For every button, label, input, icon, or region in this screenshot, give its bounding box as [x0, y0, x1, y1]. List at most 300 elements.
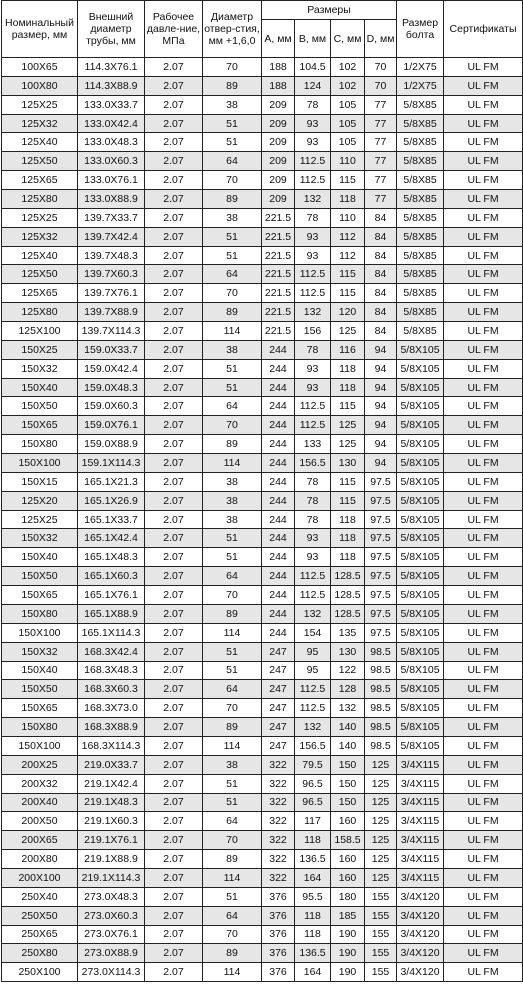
cell-dim-a: 322 [262, 831, 295, 850]
cell-dim-c: 122 [331, 661, 365, 680]
cell-bolt-size: 5/8X85 [397, 95, 444, 114]
cell-dim-c: 118 [331, 510, 365, 529]
cell-working-pressure: 2.07 [145, 416, 203, 435]
cell-dim-a: 209 [262, 190, 295, 209]
cell-nominal-size: 150X32 [2, 642, 78, 661]
cell-hole-diameter: 89 [203, 718, 262, 737]
table-row [2, 190, 523, 209]
cell-dim-b: 112.5 [295, 416, 331, 435]
cell-outer-diameter: 159.0X33.7 [78, 340, 145, 359]
cell-dim-b: 79.5 [295, 755, 331, 774]
cell-dim-d: 84 [365, 246, 397, 265]
cell-dim-b: 156 [295, 322, 331, 341]
cell-nominal-size: 125X25 [2, 95, 78, 114]
cell-working-pressure: 2.07 [145, 868, 203, 887]
cell-hole-diameter: 51 [203, 246, 262, 265]
cell-dim-c: 128.5 [331, 567, 365, 586]
cell-hole-diameter: 51 [203, 359, 262, 378]
cell-dim-a: 244 [262, 397, 295, 416]
cell-certificates: UL FM [444, 736, 523, 755]
cell-working-pressure: 2.07 [145, 963, 203, 982]
cell-outer-diameter: 139.7X33.7 [78, 208, 145, 227]
cell-outer-diameter: 114.3X88.9 [78, 76, 145, 95]
cell-certificates: UL FM [444, 699, 523, 718]
cell-dim-d: 77 [365, 171, 397, 190]
table-row [2, 944, 523, 963]
cell-working-pressure: 2.07 [145, 95, 203, 114]
cell-dim-a: 188 [262, 58, 295, 77]
cell-dim-c: 118 [331, 359, 365, 378]
table-row [2, 322, 523, 341]
cell-bolt-size: 5/8X85 [397, 171, 444, 190]
cell-dim-d: 77 [365, 152, 397, 171]
cell-outer-diameter: 133.0X60.3 [78, 152, 145, 171]
cell-outer-diameter: 139.7X114.3 [78, 322, 145, 341]
cell-dim-a: 221.5 [262, 322, 295, 341]
header-dim-d: D, мм [365, 20, 397, 58]
table-row [2, 623, 523, 642]
cell-dim-a: 244 [262, 454, 295, 473]
cell-dim-b: 164 [295, 963, 331, 982]
cell-certificates: UL FM [444, 133, 523, 152]
cell-certificates: UL FM [444, 963, 523, 982]
cell-dim-a: 322 [262, 755, 295, 774]
cell-hole-diameter: 70 [203, 284, 262, 303]
cell-bolt-size: 5/8X85 [397, 246, 444, 265]
cell-nominal-size: 150X25 [2, 340, 78, 359]
header-bolt-size: Размер болта [397, 1, 444, 58]
cell-dim-a: 209 [262, 171, 295, 190]
cell-working-pressure: 2.07 [145, 680, 203, 699]
cell-working-pressure: 2.07 [145, 510, 203, 529]
cell-bolt-size: 3/4X120 [397, 887, 444, 906]
header-dim-c: C, мм [331, 20, 365, 58]
cell-dim-b: 95 [295, 661, 331, 680]
cell-nominal-size: 150X40 [2, 378, 78, 397]
cell-nominal-size: 125X80 [2, 190, 78, 209]
cell-nominal-size: 125X40 [2, 133, 78, 152]
cell-certificates: UL FM [444, 718, 523, 737]
cell-nominal-size: 150X100 [2, 736, 78, 755]
cell-bolt-size: 5/8X105 [397, 472, 444, 491]
cell-certificates: UL FM [444, 567, 523, 586]
cell-dim-d: 98.5 [365, 642, 397, 661]
cell-hole-diameter: 89 [203, 76, 262, 95]
cell-dim-b: 78 [295, 491, 331, 510]
table-body [2, 58, 523, 982]
cell-outer-diameter: 168.3X60.3 [78, 680, 145, 699]
cell-dim-c: 128 [331, 680, 365, 699]
cell-dim-b: 154 [295, 623, 331, 642]
cell-outer-diameter: 168.3X48.3 [78, 661, 145, 680]
cell-bolt-size: 3/4X115 [397, 755, 444, 774]
cell-dim-a: 221.5 [262, 284, 295, 303]
cell-outer-diameter: 159.0X48.3 [78, 378, 145, 397]
cell-dim-b: 93 [295, 548, 331, 567]
cell-dim-c: 118 [331, 190, 365, 209]
cell-dim-b: 112.5 [295, 586, 331, 605]
cell-hole-diameter: 70 [203, 586, 262, 605]
cell-dim-a: 322 [262, 812, 295, 831]
cell-dim-d: 94 [365, 416, 397, 435]
cell-certificates: UL FM [444, 850, 523, 869]
cell-hole-diameter: 38 [203, 340, 262, 359]
cell-dim-b: 156.5 [295, 736, 331, 755]
cell-dim-c: 185 [331, 906, 365, 925]
table-row [2, 378, 523, 397]
cell-nominal-size: 150X50 [2, 397, 78, 416]
cell-nominal-size: 250X65 [2, 925, 78, 944]
cell-working-pressure: 2.07 [145, 265, 203, 284]
cell-dim-b: 124 [295, 76, 331, 95]
cell-dim-d: 84 [365, 227, 397, 246]
cell-dim-d: 155 [365, 925, 397, 944]
cell-working-pressure: 2.07 [145, 718, 203, 737]
cell-certificates: UL FM [444, 190, 523, 209]
cell-outer-diameter: 165.1X114.3 [78, 623, 145, 642]
cell-nominal-size: 200X65 [2, 831, 78, 850]
cell-outer-diameter: 219.1X88.9 [78, 850, 145, 869]
cell-dim-b: 78 [295, 208, 331, 227]
cell-bolt-size: 5/8X85 [397, 114, 444, 133]
cell-dim-b: 112.5 [295, 397, 331, 416]
cell-dim-b: 132 [295, 190, 331, 209]
cell-dim-b: 136.5 [295, 850, 331, 869]
table-row [2, 755, 523, 774]
cell-certificates: UL FM [444, 812, 523, 831]
cell-hole-diameter: 51 [203, 793, 262, 812]
cell-dim-b: 118 [295, 906, 331, 925]
cell-bolt-size: 5/8X85 [397, 152, 444, 171]
table-row [2, 416, 523, 435]
cell-certificates: UL FM [444, 774, 523, 793]
cell-bolt-size: 5/8X85 [397, 322, 444, 341]
cell-dim-a: 221.5 [262, 246, 295, 265]
cell-certificates: UL FM [444, 227, 523, 246]
cell-dim-c: 150 [331, 755, 365, 774]
cell-working-pressure: 2.07 [145, 435, 203, 454]
table-row [2, 567, 523, 586]
cell-dim-d: 84 [365, 284, 397, 303]
cell-certificates: UL FM [444, 171, 523, 190]
cell-bolt-size: 5/8X105 [397, 416, 444, 435]
cell-bolt-size: 5/8X105 [397, 548, 444, 567]
cell-dim-a: 209 [262, 114, 295, 133]
cell-nominal-size: 125X50 [2, 265, 78, 284]
cell-working-pressure: 2.07 [145, 152, 203, 171]
cell-nominal-size: 150X50 [2, 680, 78, 699]
table-row [2, 472, 523, 491]
cell-certificates: UL FM [444, 529, 523, 548]
flange-spec-table [1, 0, 523, 982]
cell-bolt-size: 5/8X105 [397, 604, 444, 623]
cell-outer-diameter: 219.1X42.4 [78, 774, 145, 793]
cell-certificates: UL FM [444, 378, 523, 397]
table-row [2, 774, 523, 793]
cell-dim-c: 115 [331, 171, 365, 190]
cell-dim-b: 112.5 [295, 152, 331, 171]
cell-dim-a: 209 [262, 133, 295, 152]
cell-certificates: UL FM [444, 284, 523, 303]
cell-dim-c: 160 [331, 850, 365, 869]
cell-working-pressure: 2.07 [145, 831, 203, 850]
cell-dim-a: 221.5 [262, 208, 295, 227]
cell-certificates: UL FM [444, 868, 523, 887]
table-row [2, 586, 523, 605]
cell-outer-diameter: 133.0X48.3 [78, 133, 145, 152]
cell-nominal-size: 200X100 [2, 868, 78, 887]
cell-dim-a: 376 [262, 944, 295, 963]
cell-working-pressure: 2.07 [145, 472, 203, 491]
cell-hole-diameter: 51 [203, 661, 262, 680]
cell-bolt-size: 1/2X75 [397, 76, 444, 95]
header-hole-diameter: Диаметр отвер-стия, мм +1,6,0 [203, 1, 262, 58]
cell-dim-b: 93 [295, 227, 331, 246]
cell-nominal-size: 150X80 [2, 435, 78, 454]
cell-dim-b: 93 [295, 529, 331, 548]
cell-bolt-size: 5/8X105 [397, 718, 444, 737]
cell-bolt-size: 3/4X120 [397, 906, 444, 925]
cell-bolt-size: 5/8X105 [397, 378, 444, 397]
cell-certificates: UL FM [444, 604, 523, 623]
cell-dim-a: 376 [262, 963, 295, 982]
cell-outer-diameter: 219.1X60.3 [78, 812, 145, 831]
cell-bolt-size: 5/8X85 [397, 265, 444, 284]
cell-working-pressure: 2.07 [145, 208, 203, 227]
cell-nominal-size: 125X32 [2, 227, 78, 246]
cell-nominal-size: 125X25 [2, 510, 78, 529]
cell-bolt-size: 5/8X85 [397, 208, 444, 227]
cell-dim-d: 98.5 [365, 718, 397, 737]
cell-certificates: UL FM [444, 454, 523, 473]
cell-outer-diameter: 273.0X76.1 [78, 925, 145, 944]
cell-dim-a: 376 [262, 887, 295, 906]
cell-dim-a: 322 [262, 793, 295, 812]
cell-hole-diameter: 51 [203, 642, 262, 661]
cell-dim-d: 155 [365, 906, 397, 925]
cell-bolt-size: 5/8X85 [397, 133, 444, 152]
cell-dim-b: 78 [295, 340, 331, 359]
cell-dim-a: 322 [262, 774, 295, 793]
cell-certificates: UL FM [444, 435, 523, 454]
cell-hole-diameter: 114 [203, 454, 262, 473]
cell-dim-b: 118 [295, 831, 331, 850]
header-nominal-size: Номинальный размер, мм [2, 1, 78, 58]
cell-outer-diameter: 165.1X33.7 [78, 510, 145, 529]
cell-bolt-size: 3/4X115 [397, 831, 444, 850]
table-row [2, 699, 523, 718]
cell-working-pressure: 2.07 [145, 340, 203, 359]
cell-dim-c: 120 [331, 303, 365, 322]
cell-nominal-size: 100X80 [2, 76, 78, 95]
cell-working-pressure: 2.07 [145, 925, 203, 944]
cell-nominal-size: 150X100 [2, 623, 78, 642]
cell-hole-diameter: 38 [203, 95, 262, 114]
cell-dim-b: 93 [295, 246, 331, 265]
cell-nominal-size: 250X40 [2, 887, 78, 906]
cell-working-pressure: 2.07 [145, 133, 203, 152]
cell-certificates: UL FM [444, 510, 523, 529]
cell-outer-diameter: 114.3X76.1 [78, 58, 145, 77]
cell-bolt-size: 5/8X85 [397, 303, 444, 322]
cell-dim-b: 93 [295, 133, 331, 152]
cell-nominal-size: 100X65 [2, 58, 78, 77]
cell-outer-diameter: 139.7X48.3 [78, 246, 145, 265]
cell-outer-diameter: 139.7X88.9 [78, 303, 145, 322]
cell-hole-diameter: 114 [203, 868, 262, 887]
cell-dim-b: 96.5 [295, 774, 331, 793]
cell-nominal-size: 150X40 [2, 661, 78, 680]
cell-certificates: UL FM [444, 623, 523, 642]
cell-dim-d: 77 [365, 133, 397, 152]
cell-dim-d: 94 [365, 340, 397, 359]
cell-dim-d: 97.5 [365, 623, 397, 642]
cell-working-pressure: 2.07 [145, 699, 203, 718]
cell-bolt-size: 5/8X105 [397, 642, 444, 661]
table-row [2, 510, 523, 529]
cell-bolt-size: 5/8X105 [397, 529, 444, 548]
cell-dim-c: 180 [331, 887, 365, 906]
cell-dim-a: 244 [262, 416, 295, 435]
cell-certificates: UL FM [444, 359, 523, 378]
cell-dim-a: 244 [262, 491, 295, 510]
table-row [2, 887, 523, 906]
cell-hole-diameter: 38 [203, 510, 262, 529]
cell-certificates: UL FM [444, 416, 523, 435]
table-row [2, 906, 523, 925]
cell-dim-d: 155 [365, 963, 397, 982]
cell-working-pressure: 2.07 [145, 58, 203, 77]
cell-bolt-size: 5/8X85 [397, 284, 444, 303]
cell-bolt-size: 5/8X105 [397, 661, 444, 680]
cell-working-pressure: 2.07 [145, 812, 203, 831]
cell-dim-a: 244 [262, 435, 295, 454]
cell-dim-d: 84 [365, 265, 397, 284]
table-row [2, 680, 523, 699]
cell-bolt-size: 3/4X115 [397, 774, 444, 793]
cell-certificates: UL FM [444, 58, 523, 77]
cell-bolt-size: 3/4X120 [397, 944, 444, 963]
cell-dim-b: 136.5 [295, 944, 331, 963]
cell-working-pressure: 2.07 [145, 850, 203, 869]
cell-dim-a: 247 [262, 699, 295, 718]
cell-nominal-size: 125X80 [2, 303, 78, 322]
cell-dim-c: 125 [331, 435, 365, 454]
cell-nominal-size: 200X80 [2, 850, 78, 869]
cell-dim-d: 97.5 [365, 529, 397, 548]
cell-dim-c: 135 [331, 623, 365, 642]
cell-hole-diameter: 70 [203, 699, 262, 718]
table-row [2, 284, 523, 303]
cell-dim-a: 244 [262, 472, 295, 491]
cell-outer-diameter: 165.1X88.9 [78, 604, 145, 623]
cell-nominal-size: 250X80 [2, 944, 78, 963]
cell-dim-b: 156.5 [295, 454, 331, 473]
cell-dim-c: 112 [331, 246, 365, 265]
cell-bolt-size: 5/8X105 [397, 359, 444, 378]
cell-dim-c: 105 [331, 133, 365, 152]
cell-dim-a: 221.5 [262, 303, 295, 322]
cell-dim-b: 95 [295, 642, 331, 661]
cell-certificates: UL FM [444, 303, 523, 322]
table-row [2, 246, 523, 265]
table-row [2, 76, 523, 95]
cell-dim-b: 78 [295, 95, 331, 114]
cell-nominal-size: 200X50 [2, 812, 78, 831]
table-row [2, 340, 523, 359]
cell-working-pressure: 2.07 [145, 303, 203, 322]
cell-dim-c: 190 [331, 925, 365, 944]
cell-working-pressure: 2.07 [145, 491, 203, 510]
cell-outer-diameter: 165.1X26.9 [78, 491, 145, 510]
cell-outer-diameter: 219.1X48.3 [78, 793, 145, 812]
cell-dim-c: 125 [331, 416, 365, 435]
table-row [2, 642, 523, 661]
cell-outer-diameter: 219.1X114.3 [78, 868, 145, 887]
cell-certificates: UL FM [444, 831, 523, 850]
cell-dim-d: 84 [365, 208, 397, 227]
cell-certificates: UL FM [444, 208, 523, 227]
cell-dim-d: 97.5 [365, 586, 397, 605]
cell-bolt-size: 1/2X75 [397, 58, 444, 77]
cell-dim-d: 77 [365, 95, 397, 114]
cell-bolt-size: 3/4X120 [397, 963, 444, 982]
cell-working-pressure: 2.07 [145, 359, 203, 378]
cell-working-pressure: 2.07 [145, 227, 203, 246]
cell-outer-diameter: 219.0X33.7 [78, 755, 145, 774]
cell-dim-d: 125 [365, 831, 397, 850]
table-row [2, 491, 523, 510]
cell-dim-d: 70 [365, 76, 397, 95]
cell-outer-diameter: 139.7X60.3 [78, 265, 145, 284]
cell-outer-diameter: 273.0X88.9 [78, 944, 145, 963]
cell-hole-diameter: 51 [203, 548, 262, 567]
table-row [2, 435, 523, 454]
cell-outer-diameter: 133.0X88.9 [78, 190, 145, 209]
cell-dim-b: 132 [295, 303, 331, 322]
cell-nominal-size: 150X40 [2, 548, 78, 567]
cell-working-pressure: 2.07 [145, 887, 203, 906]
header-working-pressure: Рабочее давле-ние, МПа [145, 1, 203, 58]
cell-dim-a: 322 [262, 850, 295, 869]
cell-working-pressure: 2.07 [145, 642, 203, 661]
cell-hole-diameter: 38 [203, 472, 262, 491]
cell-certificates: UL FM [444, 548, 523, 567]
header-outer-diameter: Внешний диаметр трубы, мм [78, 1, 145, 58]
cell-certificates: UL FM [444, 397, 523, 416]
cell-certificates: UL FM [444, 491, 523, 510]
table-row [2, 359, 523, 378]
cell-outer-diameter: 219.1X76.1 [78, 831, 145, 850]
cell-dim-b: 132 [295, 604, 331, 623]
cell-outer-diameter: 165.1X76.1 [78, 586, 145, 605]
cell-outer-diameter: 159.0X42.4 [78, 359, 145, 378]
cell-nominal-size: 150X65 [2, 699, 78, 718]
cell-dim-a: 244 [262, 623, 295, 642]
cell-dim-d: 98.5 [365, 680, 397, 699]
cell-outer-diameter: 139.7X42.4 [78, 227, 145, 246]
cell-dim-b: 78 [295, 472, 331, 491]
cell-working-pressure: 2.07 [145, 454, 203, 473]
cell-bolt-size: 5/8X105 [397, 699, 444, 718]
cell-outer-diameter: 133.0X42.4 [78, 114, 145, 133]
table-row [2, 397, 523, 416]
cell-dim-c: 105 [331, 95, 365, 114]
cell-dim-d: 97.5 [365, 567, 397, 586]
cell-bolt-size: 5/8X105 [397, 491, 444, 510]
cell-dim-d: 97.5 [365, 548, 397, 567]
cell-nominal-size: 150X32 [2, 529, 78, 548]
